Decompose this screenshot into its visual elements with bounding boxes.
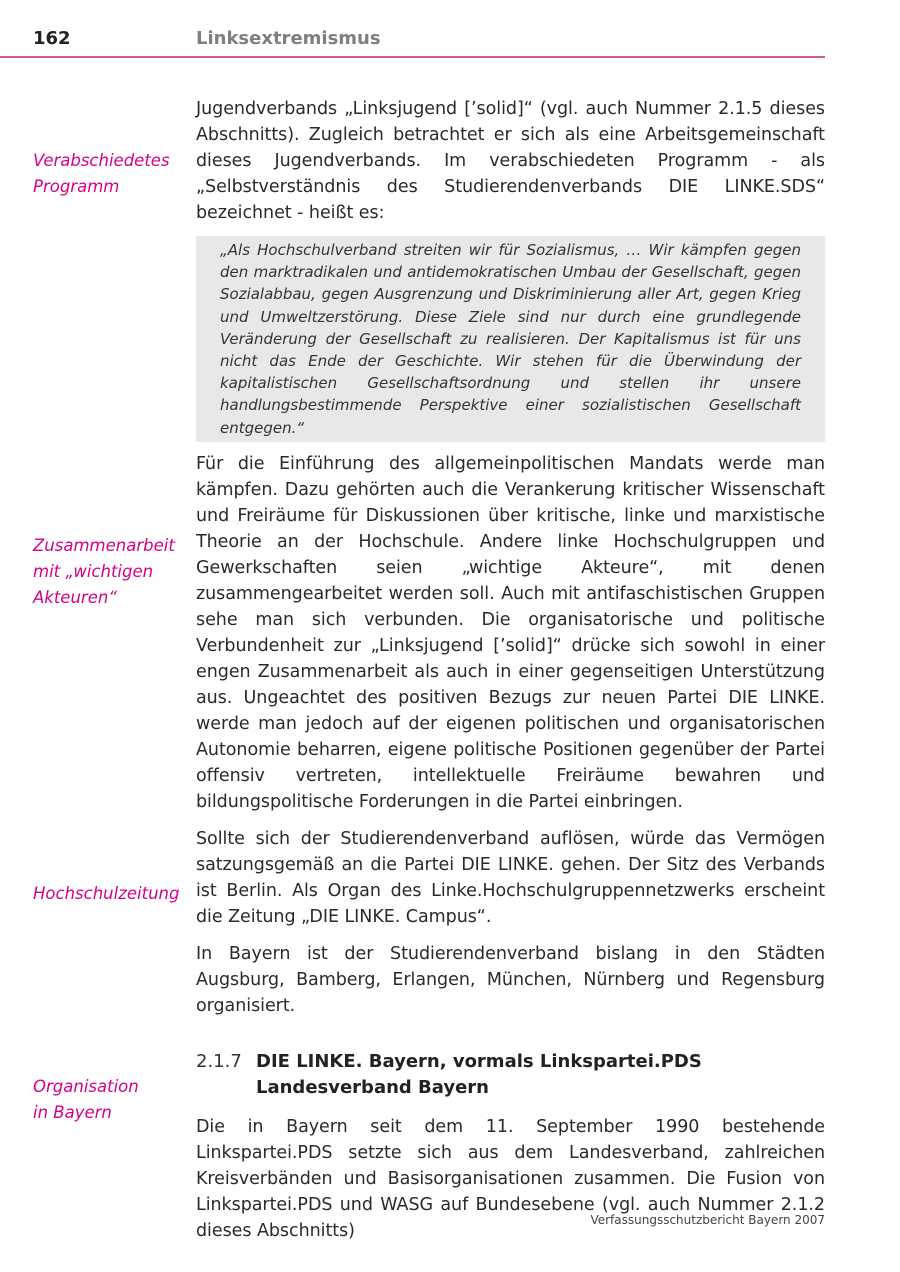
section-title: DIE LINKE. Bayern, vormals Linkspartei.PDS Landesverband Bayern — [256, 1050, 702, 1098]
page-header — [0, 26, 825, 58]
page-number: 162 — [33, 28, 71, 49]
paragraph-2: Für die Einführung des allgemeinpolitischen Mandats werde man kämpfen. Dazu gehörten auch die Verankerung kritischer Wissenschaft und Freiräume für Diskussionen über kritische, linke und marxistische Theorie an der Hochschule. Andere linke Hochschulgruppen und Gewerkschaften seien „wichtige Akteure“, mit denen zusammengearbeitet werden soll. Auch mit antifaschistischen Gruppen sehe man sich verbunden. Die organisatorische und politische Verbundenheit zur „Linksjugend [’solid]“ drücke sich sowohl in einer engen Zusammenarbeit als auch in einer gegenseitigen Unterstützung aus. Ungeachtet des positiven Bezugs zur neuen Partei DIE LINKE. werde man jedoch auf der eigenen politischen und organisatorischen Autonomie beharren, eigene politische Positionen gegenüber der Partei offensiv vertreten, intellektuelle Freiräume bewahren und bildungspolitische Forderungen in die Partei einbringen. — [196, 453, 825, 812]
paragraph-5: Die in Bayern seit dem 11. September 1990 bestehende Linkspartei.PDS setzte sich aus dem Landesverband, zahlreichen Kreisverbänden und Basisorganisationen zusammen. Die Fusion von Linkspartei.PDS und WASG auf Bundesebene (vgl. auch Nummer 2.1.2 dieses Abschnitts) — [196, 1116, 825, 1241]
margin-note-programm: Verabschiedetes Programm — [33, 151, 170, 196]
page-footer: Verfassungsschutzbericht Bayern 2007 — [590, 1213, 825, 1227]
margin-note-organisation: Organisation in Bayern — [33, 1077, 139, 1122]
section-number: 2.1.7 — [196, 1050, 242, 1072]
program-quote-block: „Als Hochschulverband streiten wir für Sozialismus, … Wir kämpfen gegen den marktradikalen und antidemokratischen Umbau der Gesellschaft, gegen Sozialabbau, gegen Ausgrenzung und Diskriminierung aller Art, gegen Krieg und Umweltzerstörung. Diese Ziele sind nur durch eine grundlegende Veränderung der Gesellschaft zu realisieren. Der Kapitalismus ist für uns nicht das Ende der Geschichte. Wir stehen für die Überwindung der kapitalistischen Gesellschaftsordnung und stellen ihr unsere handlungsbestimmende Perspektive einer sozialistischen Gesellschaft entgegen.“ — [196, 236, 825, 442]
paragraph-3: Sollte sich der Studierendenverband auflösen, würde das Vermögen satzungsgemäß an die Partei DIE LINKE. gehen. Der Sitz des Verbands ist Berlin. Als Organ des Linke.Hochschulgruppennetzwerks erscheint die Zeitung „DIE LINKE. Campus“. — [196, 828, 825, 927]
section-heading — [196, 1049, 825, 1101]
paragraph-1: Jugendverbands „Linksjugend [’solid]“ (vgl. auch Nummer 2.1.5 dieses Abschnitts). Zugleich betrachtet er sich als eine Arbeitsgemeinschaft dieses Jugendverbands. Im verabschiedeten Programm - als „Selbstverständnis des Studierendenverbands DIE LINKE.SDS“ bezeichnet - heißt es: — [196, 99, 825, 223]
main-text-column — [196, 96, 825, 1244]
paragraph-4: In Bayern ist der Studierendenverband bislang in den Städten Augsburg, Bamberg, Erlangen, München, Nürnberg und Regensburg organisiert. — [196, 943, 825, 1016]
margin-note-hochschulzeitung: Hochschulzeitung — [33, 884, 180, 903]
running-title: Linksextremismus — [196, 28, 381, 49]
margin-note-zusammenarbeit: Zusammenarbeit mit „wichtigen Akteuren“ — [33, 536, 175, 607]
